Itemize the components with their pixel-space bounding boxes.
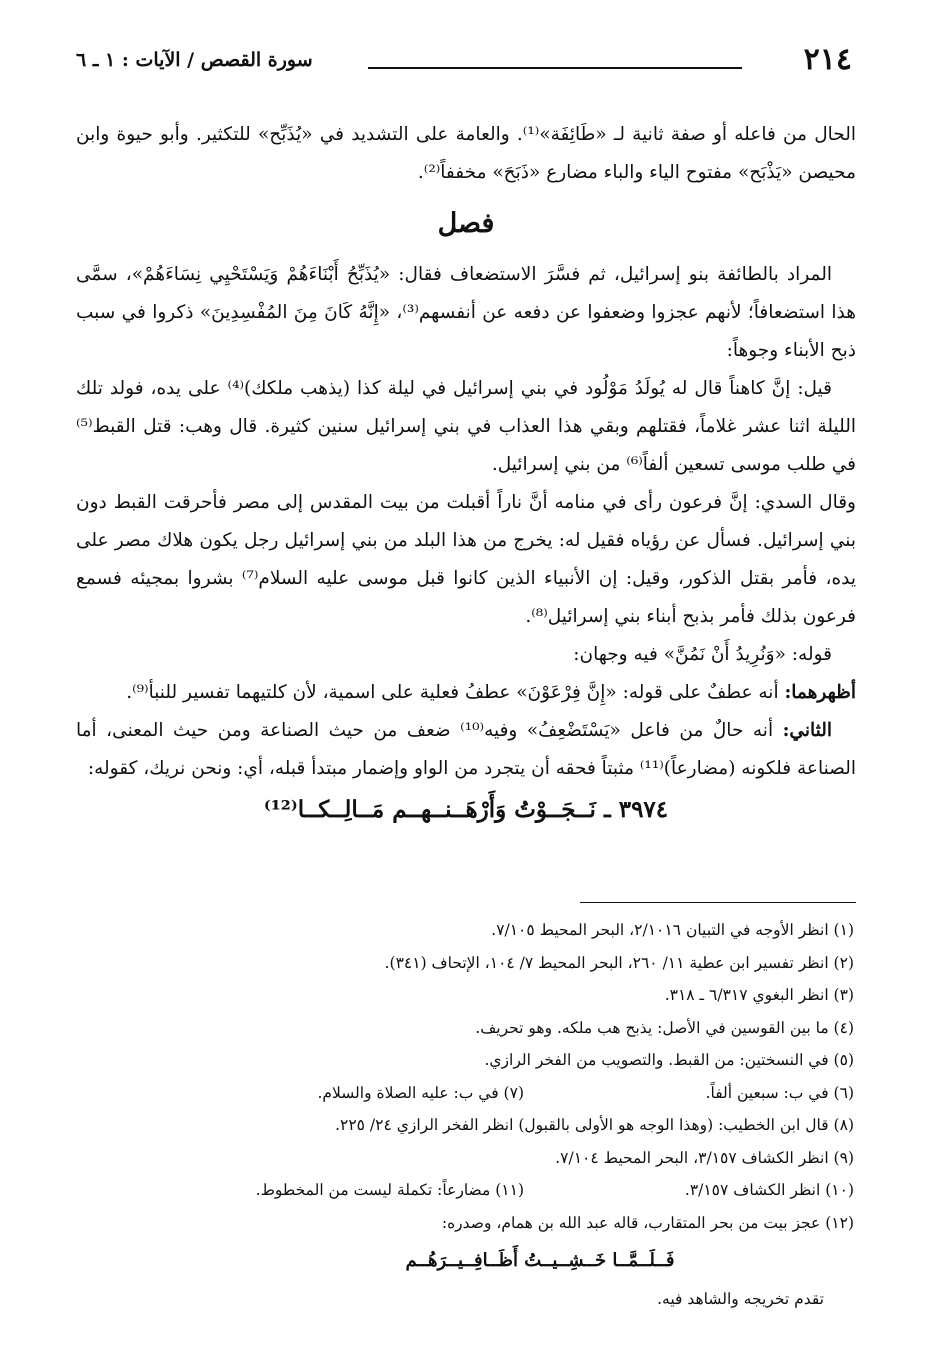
second-view-label: الثاني: xyxy=(782,720,832,741)
footnote-12: (١٢) عجز بيت من بحر المتقارب، قاله عبد الله بن همام، وصدره: xyxy=(441,1213,854,1232)
footnote-separator xyxy=(580,902,856,903)
paragraph-1: الحال من فاعله أو صفة ثانية لـ «طَائِفَة»⁽¹⁾. والعامة على التشديد في «يُذَبِّح» للتكثير. وأبو حيوة وابن محيصن «يَذْبَح» مفتوح الياء والباء مضارع «ذَبَحَ» مخففاً⁽²⁾. xyxy=(76,124,856,183)
first-view-label: أظهرهما: xyxy=(784,682,856,703)
section-title: فصل xyxy=(437,208,495,239)
second-view-text: أنه حالٌ من فاعل «يَسْتَضْعِفُ» وفيه⁽¹⁰⁾ ضعف من حيث الصناعة ومن حيث المعنى، أما الصناعة فلكونه (مضارعاً)⁽¹¹⁾ مثبتاً فحقه أن يتجرد من الواو وإضمار مبتدأ قبله، أي: ونحن نريك، كقوله: xyxy=(76,720,856,779)
page-number: ٢١٤ xyxy=(803,42,852,77)
footnote-8: (٨) قال ابن الخطيب: (وهذا الوجه هو الأولى بالقبول) انظر الفخر الرازي ٢٤/ ٢٢٥. xyxy=(335,1116,854,1134)
footnote-3: (٣) انظر البغوي ٦/٣١٧ ـ ٣١٨. xyxy=(664,986,854,1004)
footnote-2: (٢) انظر تفسير ابن عطية ١١/ ٢٦٠، البحر المحيط ٧/ ١٠٤، الإتحاف (٣٤١). xyxy=(384,953,854,972)
paragraph-7 xyxy=(76,712,856,788)
first-view-text: أنه عطفٌ على قوله: «إِنَّ فِرْعَوْنَ» عطفُ فعلية على اسمية، لأن كلتيهما تفسير للنبأ⁽⁹⁾. xyxy=(126,682,785,703)
paragraph-3: قيل: إنَّ كاهناً قال له يُولَدُ مَوْلُود في بني إسرائيل في ليلة كذا (يذهب ملكك)⁽⁴⁾ على يده، فولد تلك الليلة اثنا عشر غلاماً، فقتلهم وبقي هذا العذاب في بني إسرائيل سنين كثيرة. قال وهب: قتل القبط⁽⁵⁾ في طلب موسى تسعين ألفاً⁽⁶⁾ من بني إسرائيل. xyxy=(76,378,856,475)
footnote-1: (١) انظر الأوجه في التبيان ٢/١٠١٦، البحر المحيط ٧/١٠٥. xyxy=(491,921,854,939)
paragraph-6 xyxy=(76,674,856,712)
page-header xyxy=(76,40,852,80)
footnote-11: (١١) مضارعاً: تكملة ليست من المخطوط. xyxy=(255,1181,524,1199)
paragraph-5: قوله: «وَنُرِيدُ أَنْ نَمُنَّ» فيه وجهان: xyxy=(573,644,832,665)
footnote-9: (٩) انظر الكشاف ٣/١٥٧، البحر المحيط ٧/١٠٤. xyxy=(555,1148,854,1167)
footnote-row-6-7 xyxy=(76,1077,854,1110)
footnote-10: (١٠) انظر الكشاف ٣/١٥٧. xyxy=(684,1181,854,1199)
paragraph-4: وقال السدي: إنَّ فرعون رأى في منامه أنَّ ناراً أقبلت من بيت المقدس إلى مصر فأحرقت القبط دون بني إسرائيل. فسأل عن رؤياه فقيل له: يخرج من هذا البلد من بني إسرائيل رجل يكون هلاك مصر على يده، فأمر بقتل الذكور، وقيل: إن الأنبياء الذين كانوا قبل موسى عليه السلام⁽⁷⁾ بشروا بمجيئه فسمع فرعون بذلك فأمر بذبح أبناء بني إسرائيل⁽⁸⁾. xyxy=(76,492,856,627)
header-rule xyxy=(368,67,742,69)
footnote-6: (٦) في ب: سبعين ألفاً. xyxy=(705,1083,854,1102)
main-text xyxy=(76,116,856,830)
running-title: سورة القصص / الآيات : ١ ـ ٦ xyxy=(76,49,313,71)
footnote-4: (٤) ما بين القوسين في الأصل: يذبح هب ملكه. وهو تحريف. xyxy=(475,1018,854,1037)
poetry-verse: ٣٩٧٤ ـ نَــجَــوْتُ وَأَرْهَــنــهــم مَــالِــكــا⁽¹²⁾ xyxy=(263,796,669,823)
footnotes xyxy=(76,914,854,1316)
footnote-7: (٧) في ب: عليه الصلاة والسلام. xyxy=(317,1083,524,1102)
footnote-closing: تقدم تخريجه والشاهد فيه. xyxy=(657,1290,824,1308)
footnote-verse: فَــلَــمَّــا خَــشِــيــتُ أَظَــافِــيــرَهُــم xyxy=(405,1250,675,1271)
footnote-row-10-11 xyxy=(76,1174,854,1207)
footnote-5: (٥) في النسختين: من القبط. والتصويب من الفخر الرازي. xyxy=(484,1051,854,1069)
paragraph-2: المراد بالطائفة بنو إسرائيل، ثم فسَّرَ الاستضعاف فقال: «يُذَبِّحُ أَبْنَاءَهُمْ وَيَسْتَحْيِي نِسَاءَهُمْ»، سمَّى هذا استضعافاً؛ لأنهم عجزوا وضعفوا عن دفعه عن أنفسهم⁽³⁾، «إِنَّهُ كَانَ مِنَ المُفْسِدِينَ» ذكروا في سبب ذبح الأبناء وجوهاً: xyxy=(76,264,856,361)
